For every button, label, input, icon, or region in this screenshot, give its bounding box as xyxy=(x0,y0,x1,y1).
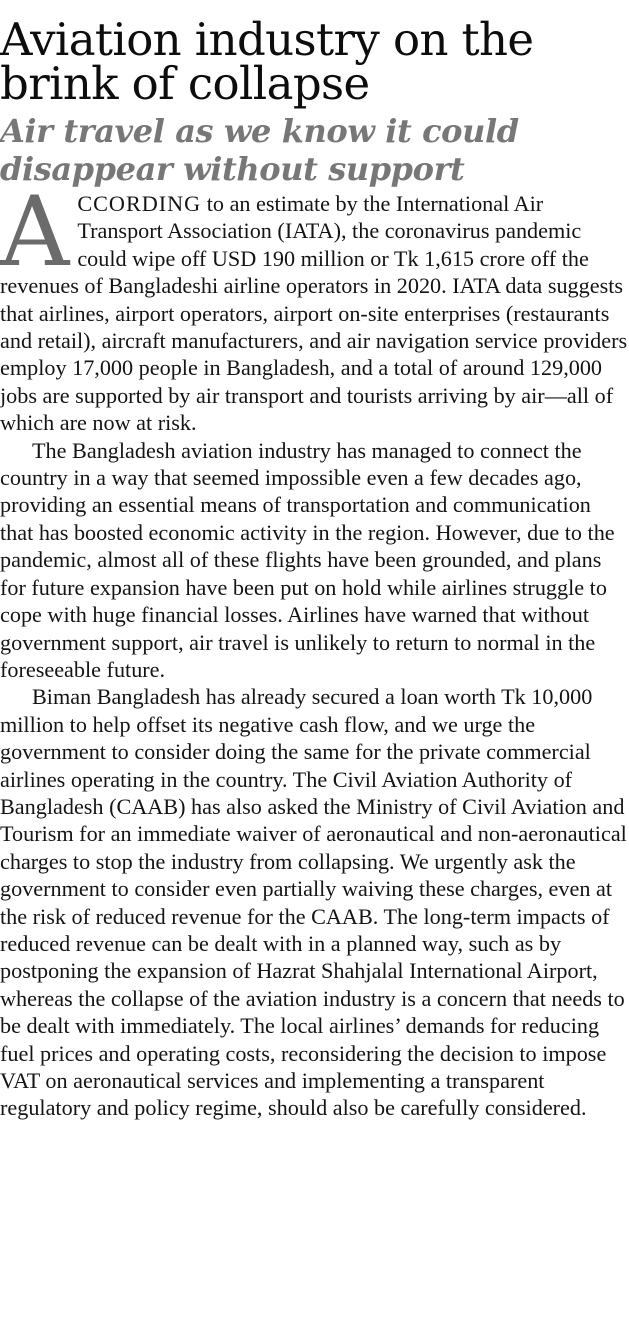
paragraph-2: The Bangladesh aviation industry has managed to connect the country in a way that seemed impossible even a few decades ago, providing an essential means of transportation and communication that has boosted economic activity in the region. However, due to the pandemic, almost all of these flights have been grounded, and plans for future expansion have been put on hold while airlines struggle to cope with huge financial losses. Airlines have warned that without government support, air travel is unlikely to return to normal in the foreseeable future. xyxy=(0,437,615,682)
paragraph-3: Biman Bangladesh has already secured a loan worth Tk 10,000 million to help offset its negative cash flow, and we urge the government to consider doing the same for the private commercial airlines operating in the country. The Civil Aviation Authority of Bangladesh (CAAB) has also asked the Ministry of Civil Aviation and Tourism for an immediate waiver of aeronautical and non-aeronautical charges to stop the industry from collapsing. We urgently ask the government to consider even partially waiving these charges, even at the risk of reduced revenue for the CAAB. The long-term impacts of reduced revenue can be dealt with in a planned way, such as by postponing the expansion of Hazrat Shahjalal International Airport, whereas the collapse of the aviation industry is a concern that needs to be dealt with immediately. The local airlines’ demands for reducing fuel prices and operating costs, reconsidering the decision to impose VAT on aeronautical services and implementing a transparent regulatory and policy regime, should also be carefully considered. xyxy=(0,684,627,1121)
paragraph-1 xyxy=(0,176,629,437)
paragraph-1-text: to an estimate by the International Air Transport Association (IATA), the coronavirus pandemic could wipe off USD 190 million or Tk 1,615 crore off the revenues of Bangladeshi airline operators in 2020. IATA data suggests that airlines, airport operators, airport on-site enterprises (restaurants and retail), aircraft manufacturers, and air navigation service providers employ 17,000 people in Bangladesh, and a total of around 129,000 jobs are supported by air transport and tourists arriving by air—all of which are now at risk. xyxy=(0,191,628,436)
drop-cap: A xyxy=(0,176,70,288)
article-body xyxy=(0,176,629,1122)
headline: Aviation industry on the brink of collapse xyxy=(0,13,534,110)
lead-in-caps: CCORDING xyxy=(77,191,202,216)
subheadline: Air travel as we know it could disappear without support xyxy=(0,112,519,188)
